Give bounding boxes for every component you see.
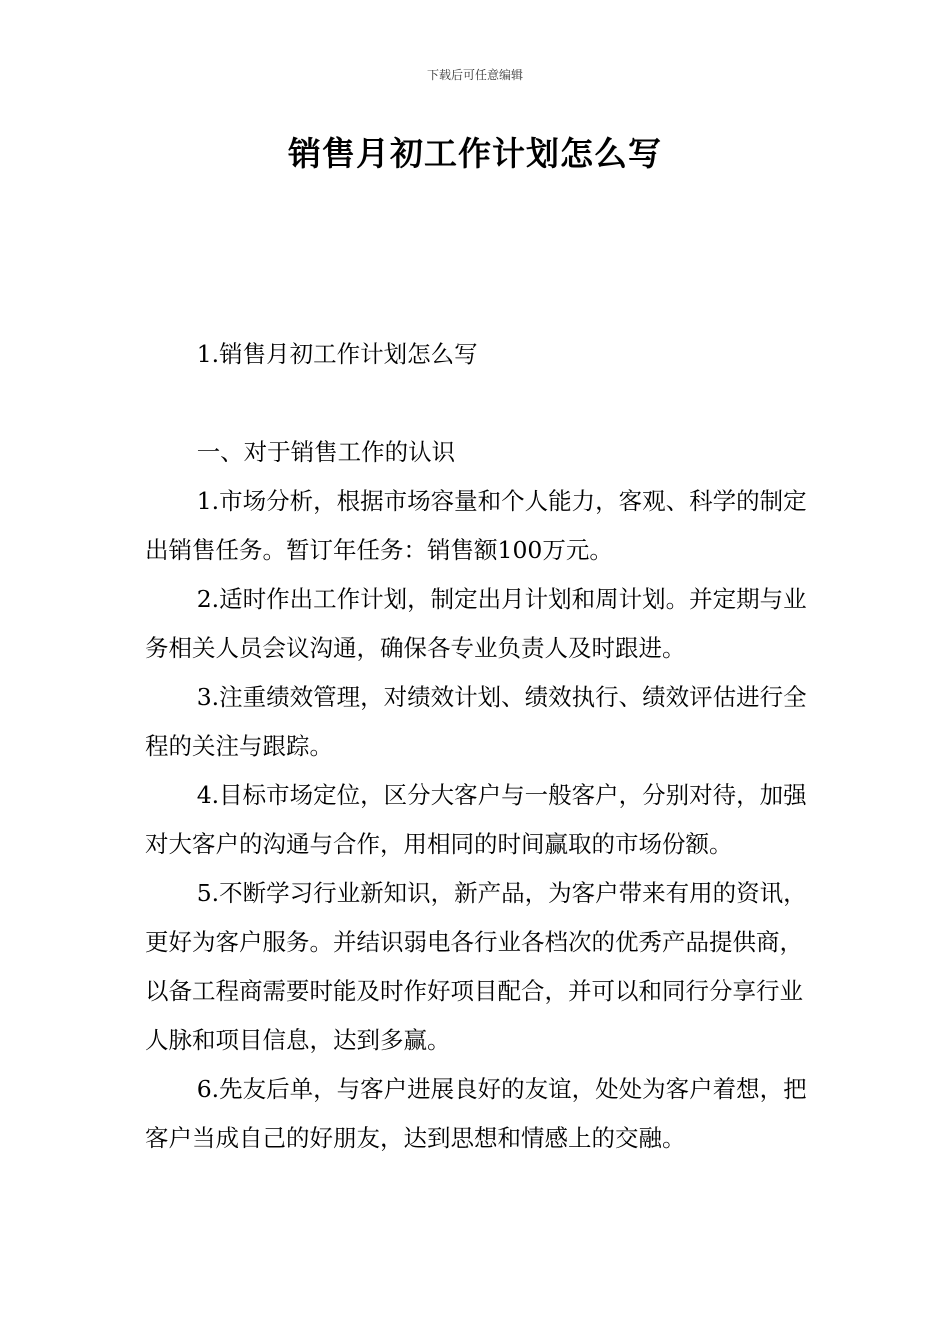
paragraph-6: 6.先友后单，与客户进展良好的友谊，处处为客户着想，把客户当成自己的好朋友，达到思想和情感上的交融。	[145, 1075, 807, 1152]
document-title: 销售月初工作计划怎么写	[288, 134, 662, 173]
paragraph-1: 1.市场分析，根据市场容量和个人能力，客观、科学的制定出销售任务。暂订年任务：销售额100万元。	[145, 487, 807, 564]
paragraph-2: 2.适时作出工作计划，制定出月计划和周计划。并定期与业务相关人员会议沟通，确保各专业负责人及时跟进。	[145, 585, 807, 662]
document-body	[145, 330, 810, 1163]
paragraph-3: 3.注重绩效管理，对绩效计划、绩效执行、绩效评估进行全程的关注与跟踪。	[145, 683, 807, 760]
header-note: 下载后可任意编辑	[426, 68, 523, 82]
section-heading: 一、对于销售工作的认识	[196, 438, 456, 466]
paragraph-5: 5.不断学习行业新知识，新产品，为客户带来有用的资讯，更好为客户服务。并结识弱电各行业各档次的优秀产品提供商，以备工程商需要时能及时作好项目配合，并可以和同行分享行业人脉和项目信息，达到多赢。	[145, 879, 807, 1054]
subtitle: 1.销售月初工作计划怎么写	[196, 340, 478, 368]
paragraph-4: 4.目标市场定位，区分大客户与一般客户，分别对待，加强对大客户的沟通与合作，用相同的时间赢取的市场份额。	[145, 781, 807, 858]
